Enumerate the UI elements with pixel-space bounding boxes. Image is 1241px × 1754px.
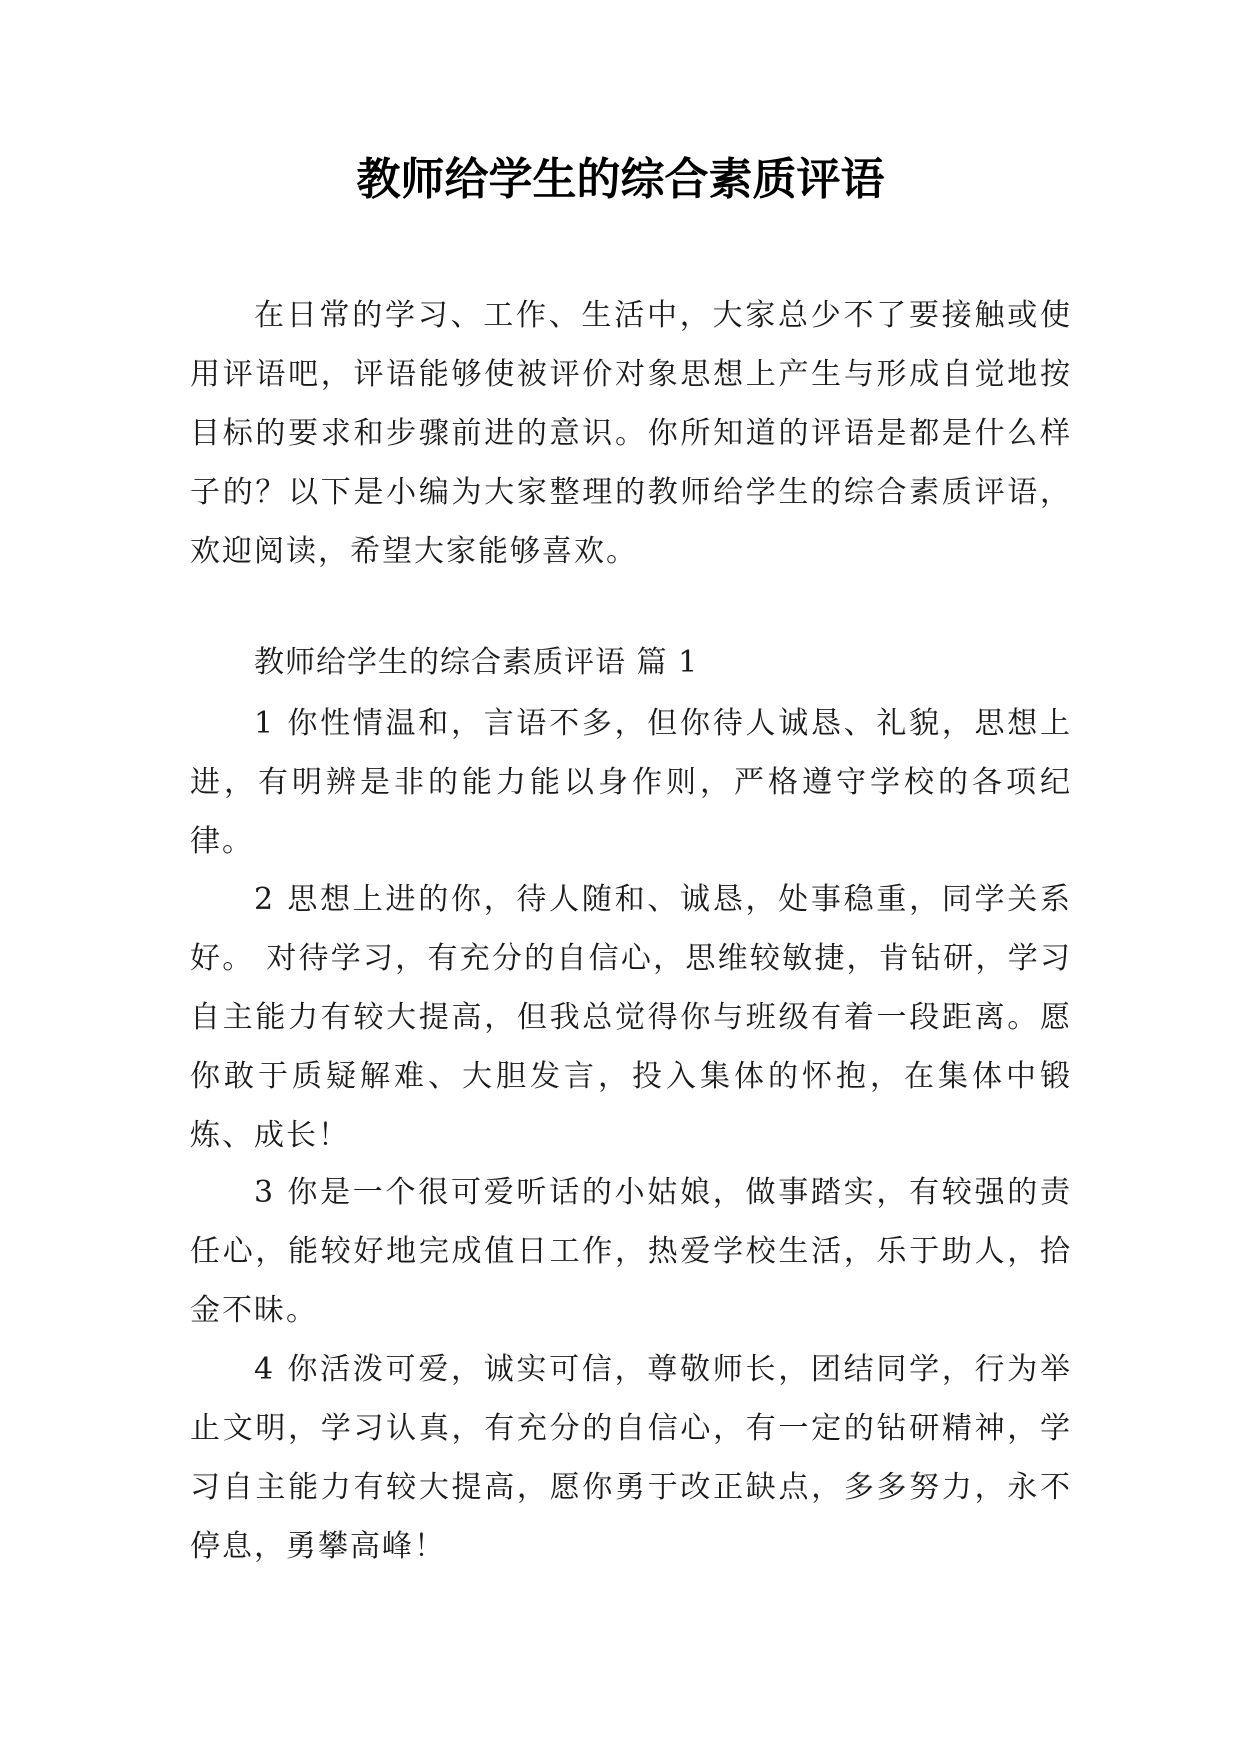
section-heading: 教师给学生的综合素质评语 篇 1 xyxy=(254,645,699,680)
comment-item-3: 3 你是一个很可爱听话的小姑娘，做事踏实，有较强的责任心，能较好地完成值日工作，热爱学校生活，乐于助人，拾金不昧。 xyxy=(190,1175,1072,1328)
document-title: 教师给学生的综合素质评语 xyxy=(356,154,885,205)
comment-item-2: 2 思想上进的你，待人随和、诚恳，处事稳重，同学关系好。 对待学习，有充分的自信心，思维较敏捷，肯钻研，学习自主能力有较大提高，但我总觉得你与班级有着一段距离。愿你敢于质疑解难、大胆发言，投入集体的怀抱，在集体中锻炼、成长！ xyxy=(190,882,1072,1153)
intro-paragraph: 在日常的学习、工作、生活中，大家总少不了要接触或使用评语吧，评语能够使被评价对象思想上产生与形成自觉地按目标的要求和步骤前进的意识。你所知道的评语是都是什么样子的？以下是小编为大家整理的教师给学生的综合素质评语，欢迎阅读，希望大家能够喜欢。 xyxy=(190,298,1072,569)
comment-item-4: 4 你活泼可爱，诚实可信，尊敬师长，团结同学，行为举止文明，学习认真，有充分的自信心，有一定的钻研精神，学习自主能力有较大提高，愿你勇于改正缺点，多多努力，永不停息，勇攀高峰！ xyxy=(190,1352,1072,1564)
comment-item-1: 1 你性情温和，言语不多，但你待人诚恳、礼貌，思想上进，有明辨是非的能力能以身作则，严格遵守学校的各项纪律。 xyxy=(190,706,1072,859)
